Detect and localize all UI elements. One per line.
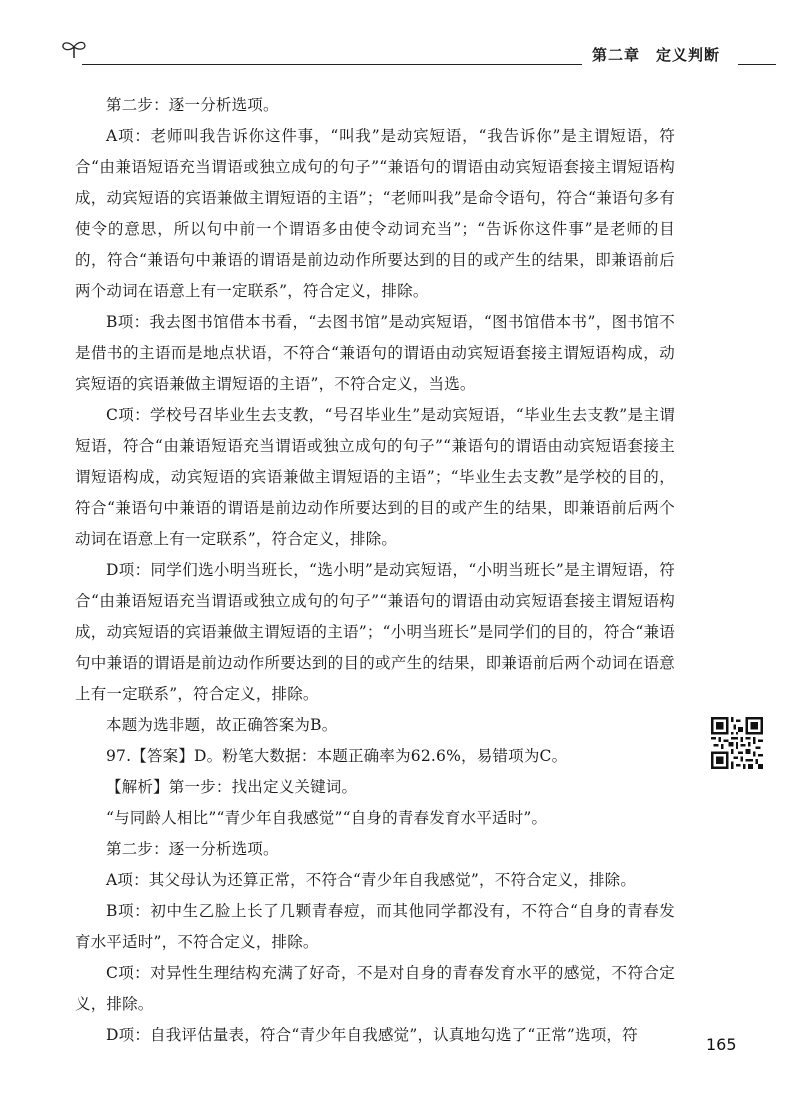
- header-rule-left: [82, 64, 582, 65]
- paragraph-option-a: A项：老师叫我告诉你这件事，“叫我”是动宾短语，“我告诉你”是主谓短语，符合“由兼语短语充当谓语或独立成句的句子”“兼语句的谓语由动宾短语套接主谓短语构成，动宾短语的宾语兼做主谓短语的主语”；“老师叫我”是命令语句，符合“兼语句多有使令的意思，所以句中前一个谓语多由使令动词充当”；“告诉你这件事”是老师的目的，符合“兼语句中兼语的谓语是前边动作所要达到的目的或产生的结果，即兼语前后两个动词在语意上有一定联系”，符合定义，排除。: [75, 127, 675, 300]
- page-number: 165: [706, 1035, 737, 1054]
- paragraph-q97-option-c: C项：对异性生理结构充满了好奇，不是对自身的青春发育水平的感觉，不符合定义，排除。: [75, 964, 675, 1013]
- paragraph-q97-option-b: B项：初中生乙脸上长了几颗青春痘，而其他同学都没有，不符合“自身的青春发育水平适时”，不符合定义，排除。: [75, 902, 675, 951]
- paragraph-option-c: C项：学校号召毕业生去支教，“号召毕业生”是动宾短语，“毕业生去支教”是主谓短语，符合“由兼语短语充当谓语或独立成句的句子”“兼语句的谓语由动宾短语套接主谓短语构成，动宾短语的宾语兼做主谓短语的主语”；“毕业生去支教”是学校的目的，符合“兼语句中兼语的谓语是前边动作所要达到的目的或产生的结果，即兼语前后两个动词在语意上有一定联系”，符合定义，排除。: [75, 406, 675, 548]
- paragraph-q97-option-d: D项：自我评估量表，符合“青少年自我感觉”，认真地勾选了“正常”选项，符: [106, 1026, 638, 1044]
- paragraph-step2: 第二步：逐一分析选项。: [106, 96, 279, 114]
- paragraph-q97-option-a: A项：其父母认为还算正常，不符合“青少年自我感觉”，不符合定义，排除。: [106, 871, 637, 889]
- header-rule-right: [738, 64, 776, 65]
- paragraph-keywords: “与同龄人相比”“青少年自我感觉”“自身的青春发育水平适时”。: [106, 809, 548, 827]
- paragraph-option-b: B项：我去图书馆借本书看，“去图书馆”是动宾短语，“图书馆借本书”，图书馆不是借书的主语而是地点状语，不符合“兼语句的谓语由动宾短语套接主谓短语构成，动宾短语的宾语兼做主谓短语的主语”，不符合定义，当选。: [75, 313, 675, 393]
- page-body: [75, 90, 675, 1051]
- paragraph-conclusion: 本题为选非题，故正确答案为B。: [106, 716, 338, 734]
- paragraph-q97-analysis: 【解析】第一步：找出定义关键词。: [106, 778, 358, 796]
- sprout-icon: [60, 38, 88, 60]
- chapter-title: 第二章 定义判断: [592, 46, 721, 64]
- paragraph-q97-answer: 97.【答案】D。粉笔大数据：本题正确率为62.6%，易错项为C。: [106, 747, 568, 765]
- running-header: [60, 36, 776, 66]
- paragraph-q97-step2: 第二步：逐一分析选项。: [106, 840, 279, 858]
- paragraph-option-d: D项：同学们选小明当班长，“选小明”是动宾短语，“小明当班长”是主谓短语，符合“由兼语短语充当谓语或独立成句的句子”“兼语句的谓语由动宾短语套接主谓短语构成，动宾短语的宾语兼做主谓短语的主语”；“小明当班长”是同学们的目的，符合“兼语句中兼语的谓语是前边动作所要达到的目的或产生的结果，即兼语前后两个动词在语意上有一定联系”，符合定义，排除。: [75, 561, 675, 703]
- qr-code-icon: [711, 717, 763, 769]
